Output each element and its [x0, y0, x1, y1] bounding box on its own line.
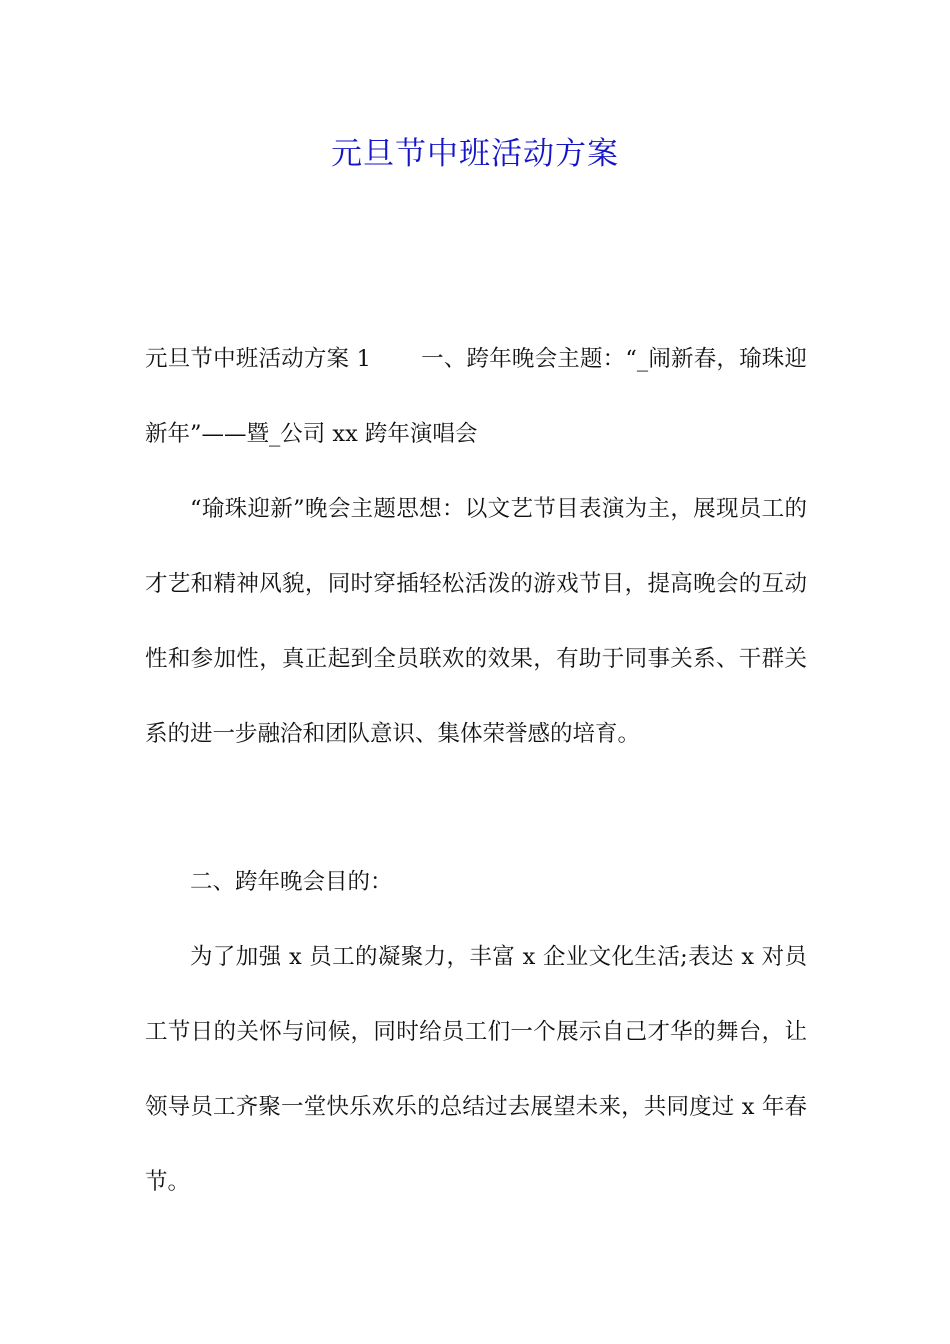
document-title: 元旦节中班活动方案	[331, 136, 619, 172]
paragraph-theme	[145, 322, 807, 472]
plan-heading: 元旦节中班活动方案 1	[145, 346, 371, 372]
section-heading-purpose: 二、跨年晚会目的：	[190, 869, 393, 895]
paragraph-purpose: 为了加强 x 员工的凝聚力，丰富 x 企业文化生活;表达 x 对员工节日的关怀与问候，同时给员工们一个展示自己才华的舞台，让领导员工齐聚一堂快乐欢乐的总结过去展望未来，共同度过 x 年春节。	[145, 944, 807, 1195]
paragraph-theme-idea: “瑜珠迎新”晚会主题思想：以文艺节目表演为主，展现员工的才艺和精神风貌，同时穿插轻松活泼的游戏节目，提高晚会的互动性和参加性，真正起到全员联欢的效果，有助于同事关系、干群关系的进一步融洽和团队意识、集体荣誉感的培育。	[145, 496, 807, 747]
theme-text: 一、跨年晚会主题：“_闹新春，瑜珠迎新年”——暨_公司 xx 跨年演唱会	[145, 346, 807, 447]
